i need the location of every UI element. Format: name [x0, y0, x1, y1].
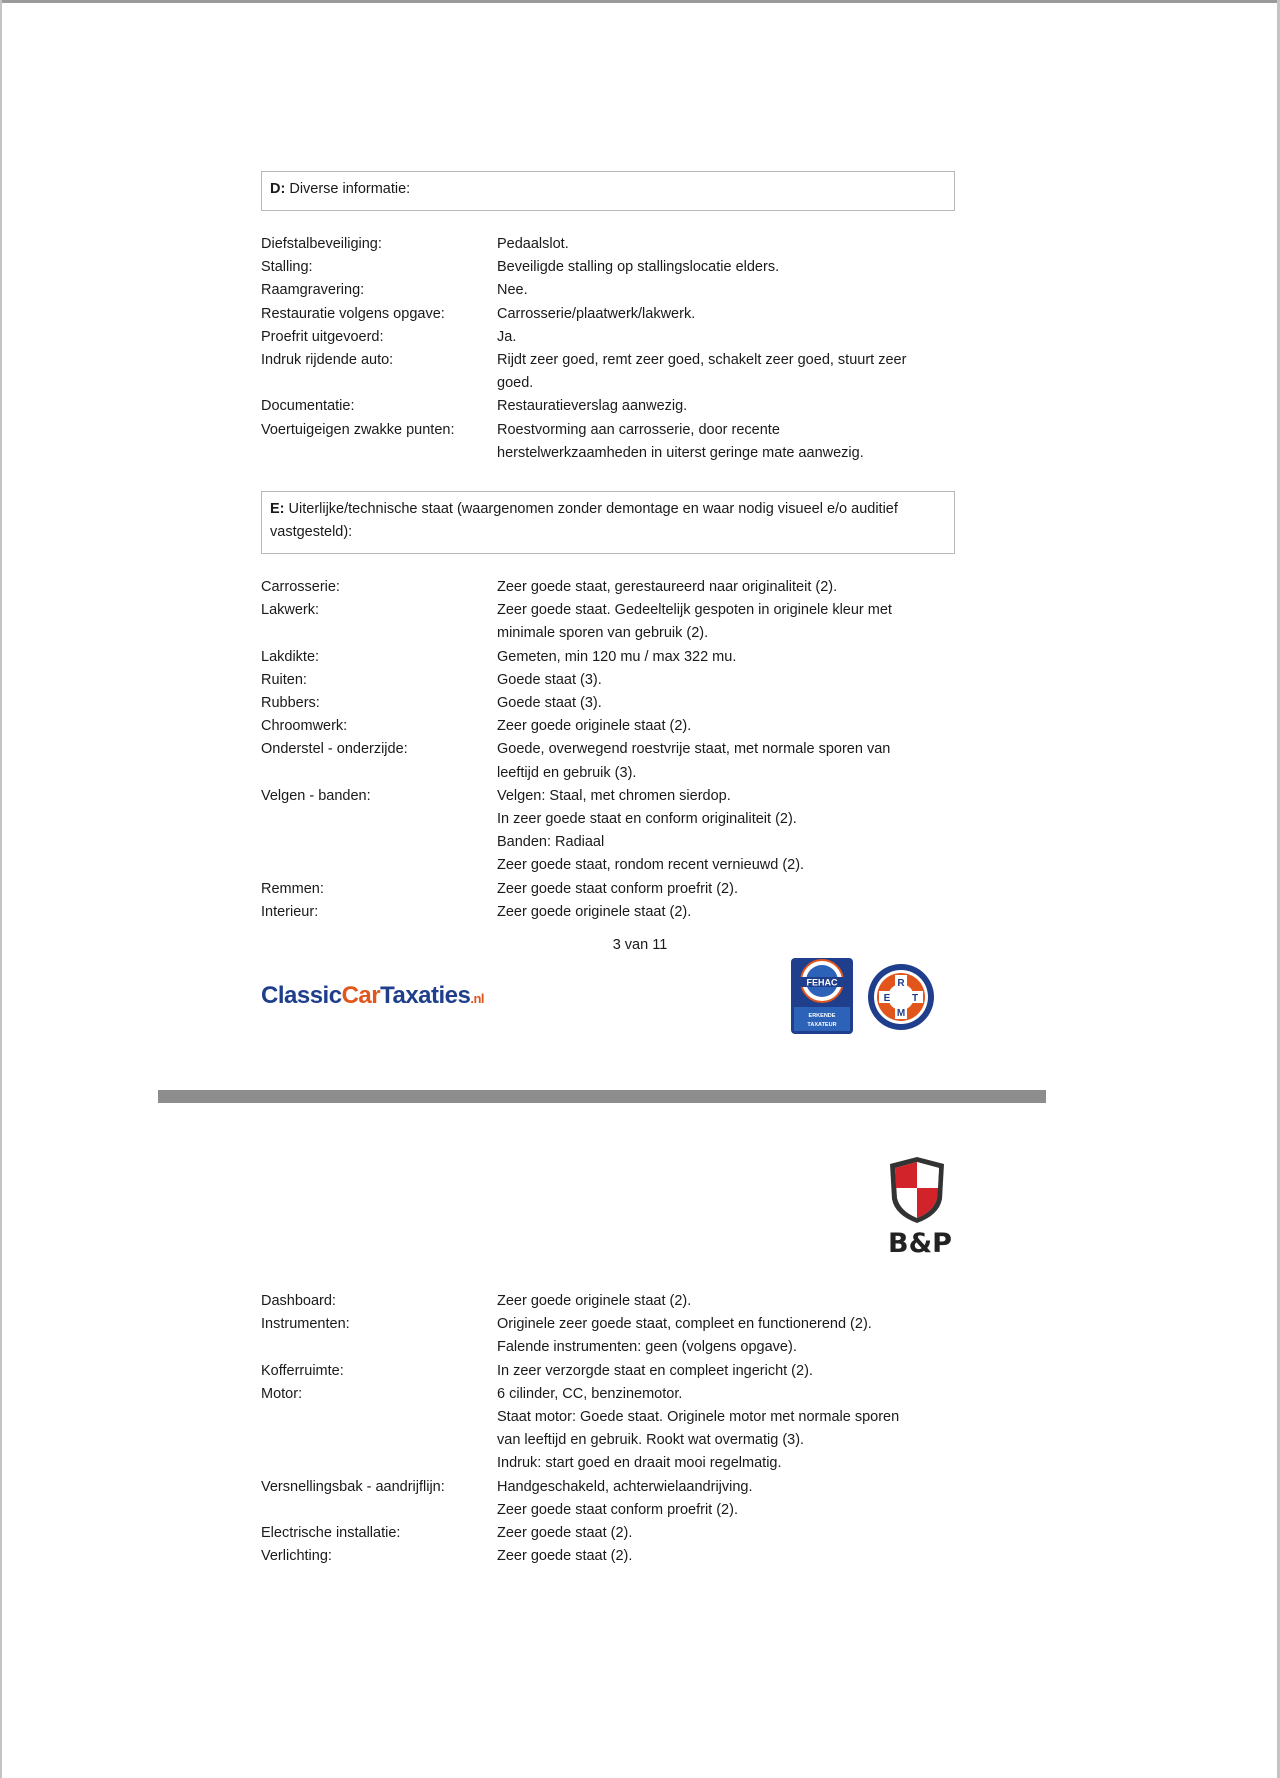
- info-row-value-line: Zeer goede staat conform proefrit (2).: [497, 880, 738, 897]
- info-row-value-line: Falende instrumenten: geen (volgens opgave).: [497, 1339, 797, 1356]
- brand-part-nl: .nl: [470, 991, 485, 1006]
- info-row: [261, 878, 961, 901]
- info-row: [261, 738, 961, 784]
- info-row-value-line: Goede, overwegend roestvrije staat, met normale sporen van: [497, 741, 891, 758]
- window-border-left: [0, 0, 2, 1778]
- page-number: 3 van 11: [612, 937, 668, 953]
- info-row-values: [497, 1313, 947, 1359]
- info-row-value-line: Nee.: [497, 282, 528, 299]
- rmet-seal-icon: [866, 962, 936, 1032]
- info-row-value-line: Handgeschakeld, achterwielaandrijving.: [497, 1478, 753, 1495]
- info-row-value-line: Gemeten, min 120 mu / max 322 mu.: [497, 648, 737, 665]
- info-row-values: [497, 692, 947, 715]
- info-row-values: [497, 233, 947, 256]
- info-row-value-line: Zeer goede staat (2).: [497, 1548, 633, 1565]
- info-row-value-line: Restauratieverslag aanwezig.: [497, 398, 688, 415]
- info-row-values: [497, 738, 947, 784]
- info-row-values: [497, 256, 947, 279]
- fehac-badge-icon: [790, 957, 854, 1035]
- info-row-label: Instrumenten:: [261, 1316, 350, 1333]
- info-row-label: Ruiten:: [261, 671, 307, 688]
- info-row-values: [497, 1545, 947, 1568]
- page-break-divider: [158, 1090, 1046, 1103]
- section-d-list: [261, 233, 961, 465]
- info-row-values: [497, 576, 947, 599]
- info-row-value-line: Zeer goede staat conform proefrit (2).: [497, 1501, 738, 1518]
- info-row-value-line: Goede staat (3).: [497, 671, 602, 688]
- info-row-label: Onderstel - onderzijde:: [261, 741, 408, 758]
- info-row-value-line: Zeer goede staat, gerestaureerd naar originaliteit (2).: [497, 579, 838, 595]
- info-row-values: [497, 1522, 947, 1545]
- info-row-values: [497, 1360, 947, 1383]
- classiccartaxaties-logo: [261, 982, 484, 1010]
- brand-part-car: Car: [341, 982, 381, 1009]
- info-row: [261, 646, 961, 669]
- info-row-value-line: Banden: Radiaal: [497, 834, 605, 851]
- info-row-label: Verlichting:: [261, 1548, 332, 1565]
- info-row-value-line: In zeer goede staat en conform originaliteit (2).: [497, 811, 797, 828]
- info-row-value-line: Rijdt zeer goed, remt zeer goed, schakelt zeer goed, stuurt zeer: [497, 352, 907, 369]
- info-row-values: [497, 646, 947, 669]
- info-row: [261, 233, 961, 256]
- info-row-value-line: van leeftijd en gebruik. Rookt wat overmatig (3).: [497, 1432, 805, 1449]
- info-row-label: Proefrit uitgevoerd:: [261, 328, 384, 345]
- bp-shield-icon: [887, 1155, 947, 1225]
- info-row-label: Lakdikte:: [261, 648, 320, 665]
- info-row-values: [497, 419, 947, 465]
- info-row-values: [497, 669, 947, 692]
- info-row: [261, 1360, 961, 1383]
- info-row: [261, 349, 961, 395]
- info-row-values: [497, 715, 947, 738]
- info-row: [261, 576, 961, 599]
- window-border-top: [0, 0, 1280, 3]
- section-d-prefix: D:: [270, 181, 286, 197]
- info-row: [261, 692, 961, 715]
- info-row: [261, 1290, 961, 1313]
- info-row-label: Remmen:: [261, 880, 324, 897]
- info-row-label: Kofferruimte:: [261, 1362, 344, 1379]
- rmet-letter-m: M: [896, 1008, 906, 1019]
- info-row-values: [497, 349, 947, 395]
- info-row-label: Diefstalbeveiliging:: [261, 236, 382, 252]
- info-row: [261, 395, 961, 418]
- info-row-label: Electrische installatie:: [261, 1525, 401, 1542]
- info-row-label: Documentatie:: [261, 398, 355, 415]
- info-row-value-line: goed.: [497, 375, 534, 392]
- info-row-value-line: Beveiligde stalling op stallingslocatie elders.: [497, 259, 780, 276]
- info-row-value-line: herstelwerkzaamheden in uiterst geringe mate aanwezig.: [497, 444, 864, 461]
- section-e-title-line2: vastgesteld):: [270, 524, 353, 540]
- section-e-title-line1: Uiterlijke/technische staat (waargenomen zonder demontage en waar nodig visueel e/o auditief: [288, 501, 898, 517]
- info-row: [261, 279, 961, 302]
- fehac-badge-label: FEHAC: [806, 977, 838, 988]
- info-row-value-line: 6 cilinder, CC, benzinemotor.: [497, 1385, 683, 1402]
- info-row-value-line: Staat motor: Goede staat. Originele motor met normale sporen: [497, 1409, 900, 1426]
- brand-part-taxaties: Taxaties: [380, 982, 471, 1009]
- info-row-value-line: Indruk: start goed en draait mooi regelmatig.: [497, 1455, 782, 1472]
- info-row-value-line: Zeer goede originele staat (2).: [497, 1293, 692, 1309]
- fehac-badge-sub2: TAXATEUR: [807, 1022, 837, 1028]
- info-row: [261, 599, 961, 645]
- info-row-label: Interieur:: [261, 903, 319, 920]
- info-row-label: Rubbers:: [261, 695, 320, 712]
- bp-logo-text: B&P: [888, 1228, 952, 1259]
- info-row-value-line: Roestvorming aan carrosserie, door recente: [497, 421, 780, 438]
- info-row-value-line: leeftijd en gebruik (3).: [497, 764, 637, 781]
- rmet-letter-r: R: [897, 978, 905, 989]
- info-row-label: Versnellingsbak - aandrijflijn:: [261, 1478, 445, 1495]
- second-page-list: [261, 1290, 961, 1568]
- info-row-value-line: Carrosserie/plaatwerk/lakwerk.: [497, 305, 696, 322]
- info-row-label: Carrosserie:: [261, 579, 340, 595]
- info-row-value-line: minimale sporen van gebruik (2).: [497, 625, 709, 642]
- info-row-label: Motor:: [261, 1385, 303, 1402]
- info-row-values: [497, 395, 947, 418]
- info-row-label: Restauratie volgens opgave:: [261, 305, 445, 322]
- info-row: [261, 303, 961, 326]
- info-row-label: Dashboard:: [261, 1293, 336, 1309]
- info-row: [261, 1383, 961, 1476]
- info-row-label: Raamgravering:: [261, 282, 365, 299]
- info-row-value-line: Zeer goede staat, rondom recent vernieuwd (2).: [497, 857, 805, 874]
- info-row-value-line: Zeer goede staat. Gedeeltelijk gespoten in originele kleur met: [497, 602, 892, 619]
- info-row-values: [497, 326, 947, 349]
- info-row-values: [497, 1290, 947, 1313]
- section-d-title: Diverse informatie:: [289, 181, 411, 197]
- info-row-values: [497, 1476, 947, 1522]
- info-row-value-line: Ja.: [497, 328, 517, 345]
- info-row-label: Lakwerk:: [261, 602, 320, 619]
- info-row: [261, 326, 961, 349]
- info-row-label: Stalling:: [261, 259, 313, 276]
- info-row-values: [497, 303, 947, 326]
- fehac-badge-sub1: ERKENDE: [808, 1013, 836, 1019]
- info-row-label: Velgen - banden:: [261, 787, 371, 804]
- info-row-values: [497, 279, 947, 302]
- info-row-value-line: Zeer goede originele staat (2).: [497, 718, 692, 735]
- info-row-label: Chroomwerk:: [261, 718, 348, 735]
- info-row-label: Voertuigeigen zwakke punten:: [261, 421, 455, 438]
- info-row-value-line: Zeer goede staat (2).: [497, 1525, 633, 1542]
- section-e-list: [261, 576, 961, 924]
- info-row-value-line: Velgen: Staal, met chromen sierdop.: [497, 787, 731, 804]
- info-row: [261, 715, 961, 738]
- section-d-header: [261, 171, 955, 211]
- brand-part-classic: Classic: [261, 982, 342, 1009]
- info-row-label: Indruk rijdende auto:: [261, 352, 394, 369]
- info-row: [261, 419, 961, 465]
- info-row: [261, 256, 961, 279]
- info-row: [261, 901, 961, 924]
- info-row-values: [497, 785, 947, 878]
- info-row-value-line: Pedaalslot.: [497, 236, 569, 252]
- section-e-header: [261, 491, 955, 554]
- info-row: [261, 1522, 961, 1545]
- info-row-value-line: Goede staat (3).: [497, 695, 602, 712]
- info-row-values: [497, 1383, 947, 1476]
- info-row-values: [497, 878, 947, 901]
- info-row: [261, 669, 961, 692]
- rmet-letter-e: E: [883, 993, 891, 1004]
- info-row: [261, 1476, 961, 1522]
- info-row: [261, 1313, 961, 1359]
- info-row: [261, 1545, 961, 1568]
- info-row-values: [497, 599, 947, 645]
- info-row-value-line: In zeer verzorgde staat en compleet ingericht (2).: [497, 1362, 813, 1379]
- info-row: [261, 785, 961, 878]
- rmet-letter-t: T: [911, 993, 919, 1004]
- section-e-prefix: E:: [270, 501, 285, 517]
- info-row-value-line: Zeer goede originele staat (2).: [497, 903, 692, 920]
- info-row-values: [497, 901, 947, 924]
- info-row-value-line: Originele zeer goede staat, compleet en functionerend (2).: [497, 1316, 872, 1333]
